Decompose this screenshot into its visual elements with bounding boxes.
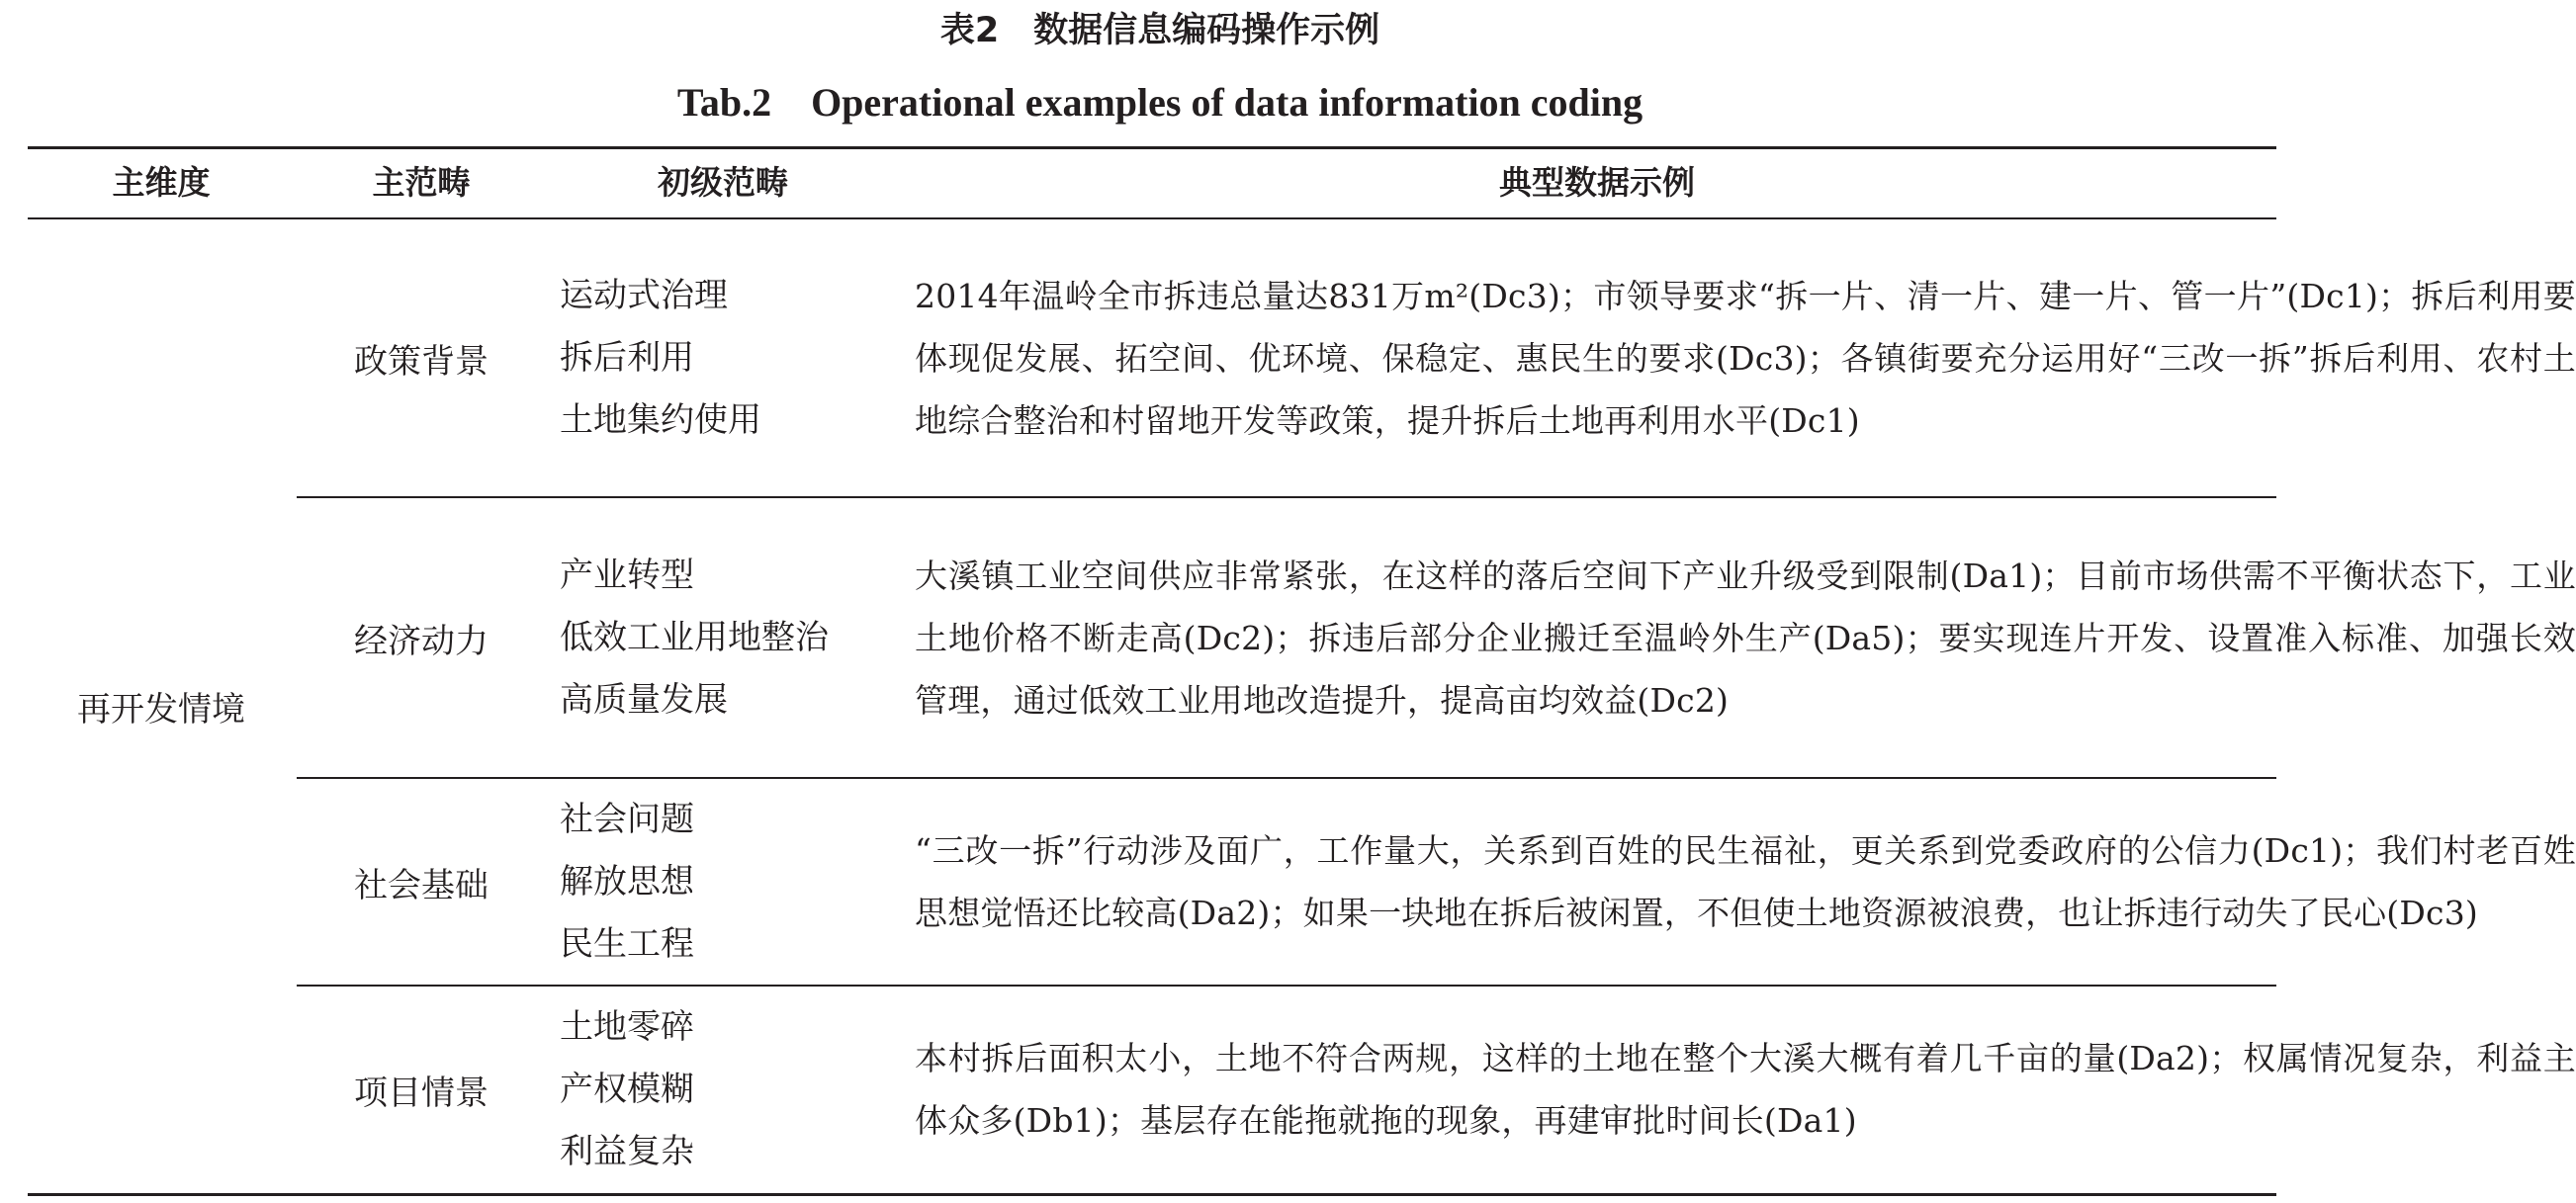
main-category-cell [297,779,546,985]
primary-category: 产业转型 [560,555,694,595]
main-dimension-cell [28,219,295,1193]
table-row [297,987,2576,1192]
example-cell [915,219,2576,496]
primary-category-cell [560,219,916,496]
table-caption-en: Tab.2 Operational examples of data information coding [676,80,1643,125]
bottom-rule [28,1193,2276,1196]
primary-category-cell [560,987,916,1192]
primary-category-cell [560,779,916,985]
primary-category: 利益复杂 [560,1131,694,1171]
example-text: “三改一拆”行动涉及面广，工作量大，关系到百姓的民生福祉，更关系到党委政府的公信力(Dc1)；我们村老百姓思想觉悟还比较高(Da2)；如果一块地在拆后被闲置，不但使土地资源被浪费，也让拆违行动失了民心(Dc3) [915,831,2576,932]
main-category-label: 政策背景 [354,341,489,382]
example-cell [915,779,2576,985]
main-category-label: 经济动力 [354,621,489,661]
main-category-cell [297,219,546,496]
primary-category-cell [560,498,916,777]
header-main-category: 主范畴 [372,163,471,202]
example-cell [915,987,2576,1192]
primary-category: 高质量发展 [560,679,728,720]
primary-category: 土地零碎 [560,1006,694,1047]
example-text: 本村拆后面积太小，土地不符合两规，这样的土地在整个大溪大概有着几千亩的量(Da2)；权属情况复杂，利益主体众多(Db1)；基层存在能拖就拖的现象，再建审批时间长(Da1) [915,1039,2576,1140]
primary-category: 民生工程 [560,923,694,964]
primary-category: 低效工业用地整治 [560,617,829,657]
header-typical-example: 典型数据示例 [1499,163,1695,202]
table-caption-cn: 表2 数据信息编码操作示例 [939,11,1380,50]
example-text: 2014年温岭全市拆违总量达831万m²(Dc3)；市领导要求“拆一片、清一片、建一片、管一片”(Dc1)；拆后利用要体现促发展、拓空间、优环境、保稳定、惠民生的要求(Dc3)；各镇街要充分运用好“三改一拆”拆后利用、农村土地综合整治和村留地开发等政策，提升拆后土地再利用水平(Dc1) [915,276,2576,440]
primary-category: 运动式治理 [560,275,728,315]
primary-category: 拆后利用 [560,337,694,378]
example-text: 大溪镇工业空间供应非常紧张，在这样的落后空间下产业升级受到限制(Da1)；目前市场供需不平衡状态下，工业土地价格不断走高(Dc2)；拆违后部分企业搬迁至温岭外生产(Da5)；要实现连片开发、设置准入标准、加强长效管理，通过低效工业用地改造提升，提高亩均效益(Dc2) [915,556,2576,720]
main-category-label: 项目情景 [354,1073,489,1113]
main-category-label: 社会基础 [354,865,489,905]
primary-category: 产权模糊 [560,1069,694,1109]
primary-category: 土地集约使用 [560,399,761,440]
header-primary-category: 初级范畴 [658,163,788,202]
table-row [297,498,2576,777]
main-dimension-label: 再开发情境 [77,690,245,730]
primary-category: 解放思想 [560,861,694,902]
table-row [297,219,2576,496]
example-cell [915,498,2576,777]
main-category-cell [297,498,546,777]
header-main-dimension: 主维度 [112,163,211,202]
primary-category: 社会问题 [560,799,694,839]
main-category-cell [297,987,546,1192]
table-row [297,779,2576,985]
